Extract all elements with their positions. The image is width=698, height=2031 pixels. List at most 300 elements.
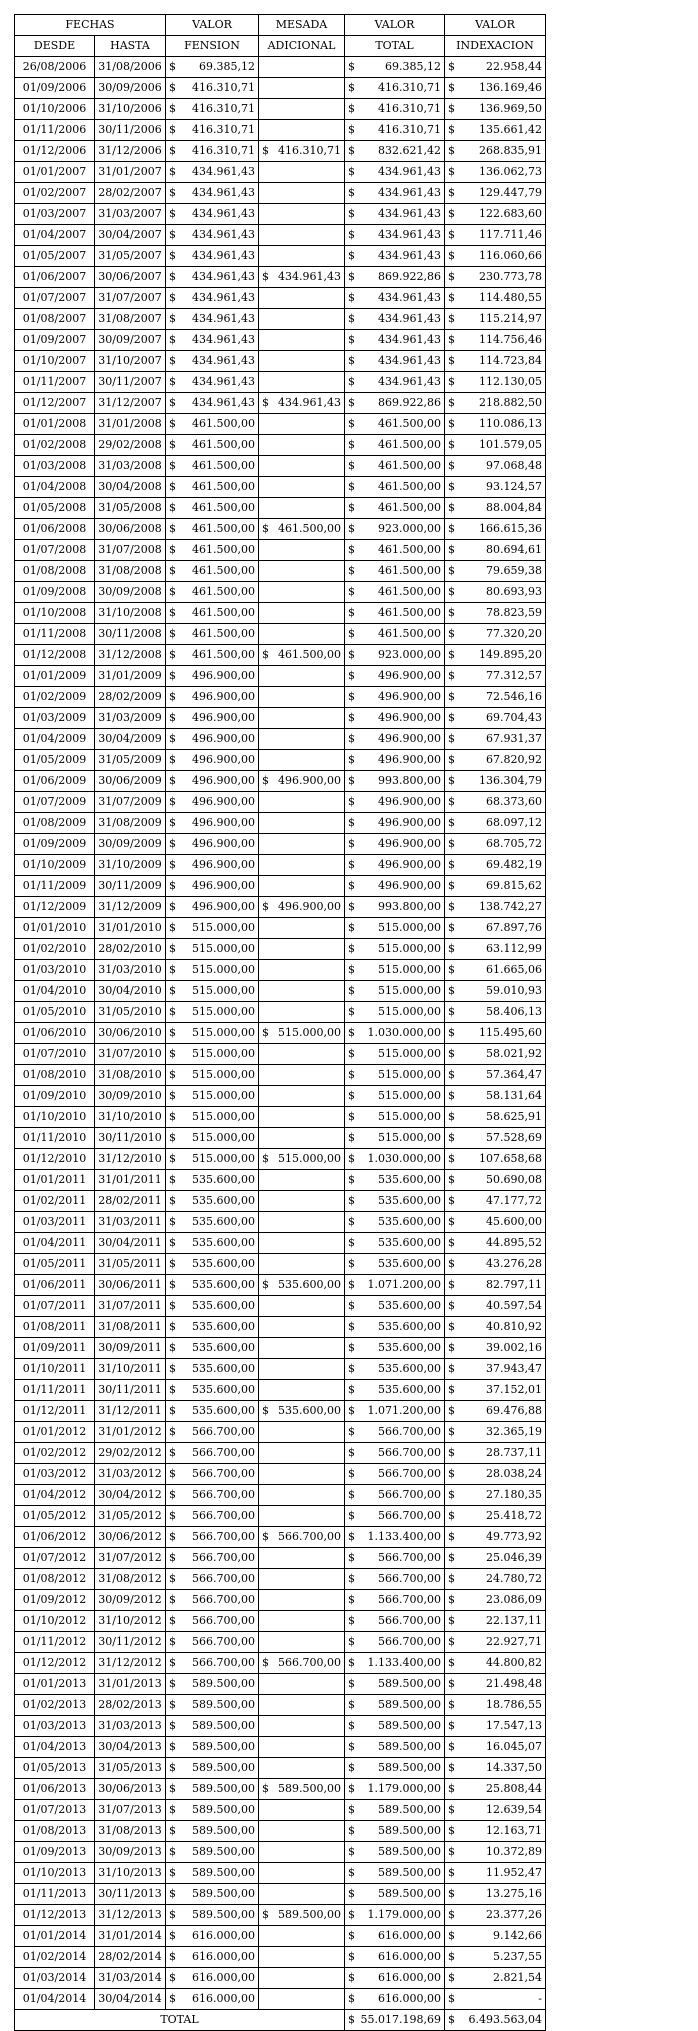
table-row (15, 1359, 546, 1380)
cell-adicional (259, 582, 345, 603)
cell-hasta: 30/04/2007 (95, 225, 166, 246)
cell-hasta: 30/04/2011 (95, 1233, 166, 1254)
cell-fension: 434.961,43 (179, 330, 259, 351)
cell-hasta: 31/03/2010 (95, 960, 166, 981)
cell-hasta: 31/07/2011 (95, 1296, 166, 1317)
cell-valor-total: 515.000,00 (358, 1128, 445, 1149)
adicional-amount: 535.600,00 (278, 1404, 341, 1417)
cell-desde: 01/02/2009 (15, 687, 95, 708)
table-row (15, 1674, 546, 1695)
currency-sign: $ (345, 1947, 358, 1968)
cell-hasta: 30/11/2009 (95, 876, 166, 897)
cell-valor-total: 461.500,00 (358, 456, 445, 477)
cell-hasta: 28/02/2014 (95, 1947, 166, 1968)
currency-sign: $ (262, 1530, 269, 1543)
currency-sign: $ (345, 1107, 358, 1128)
table-row (15, 414, 546, 435)
table-row (15, 1191, 546, 1212)
cell-adicional (259, 1905, 345, 1926)
currency-sign: $ (166, 1401, 179, 1422)
table-row (15, 1779, 546, 1800)
cell-valor-total: 566.700,00 (358, 1485, 445, 1506)
cell-valor-total: 566.700,00 (358, 1443, 445, 1464)
cell-valor-total: 832.621,42 (358, 141, 445, 162)
cell-hasta: 31/10/2013 (95, 1863, 166, 1884)
currency-sign: $ (444, 498, 457, 519)
currency-sign: $ (166, 1863, 179, 1884)
cell-fension: 515.000,00 (179, 1044, 259, 1065)
cell-adicional (259, 834, 345, 855)
cell-hasta: 31/07/2010 (95, 1044, 166, 1065)
cell-hasta: 30/09/2009 (95, 834, 166, 855)
cell-hasta: 31/08/2008 (95, 561, 166, 582)
cell-desde: 01/12/2006 (15, 141, 95, 162)
cell-indexacion: 58.131,64 (457, 1086, 545, 1107)
cell-desde: 01/02/2013 (15, 1695, 95, 1716)
currency-sign: $ (345, 876, 358, 897)
currency-sign: $ (444, 351, 457, 372)
cell-valor-total: 535.600,00 (358, 1212, 445, 1233)
cell-fension: 589.500,00 (179, 1737, 259, 1758)
currency-sign: $ (166, 330, 179, 351)
table-row (15, 981, 546, 1002)
table-row (15, 1275, 546, 1296)
currency-sign: $ (166, 981, 179, 1002)
cell-indexacion: 22.927,71 (457, 1632, 545, 1653)
cell-valor-total: 1.179.000,00 (358, 1905, 445, 1926)
table-row (15, 498, 546, 519)
cell-valor-total: 1.133.400,00 (358, 1527, 445, 1548)
cell-indexacion: 82.797,11 (457, 1275, 545, 1296)
currency-sign: $ (166, 813, 179, 834)
cell-valor-total: 923.000,00 (358, 519, 445, 540)
currency-sign: $ (444, 246, 457, 267)
table-row (15, 1842, 546, 1863)
currency-sign: $ (345, 1695, 358, 1716)
currency-sign: $ (444, 1695, 457, 1716)
currency-sign: $ (166, 99, 179, 120)
table-row (15, 435, 546, 456)
currency-sign: $ (444, 582, 457, 603)
cell-fension: 535.600,00 (179, 1275, 259, 1296)
currency-sign: $ (345, 1191, 358, 1212)
currency-sign: $ (166, 1905, 179, 1926)
cell-valor-total: 496.900,00 (358, 834, 445, 855)
cell-adicional (259, 1548, 345, 1569)
cell-indexacion: 11.952,47 (457, 1863, 545, 1884)
cell-indexacion: 28.737,11 (457, 1443, 545, 1464)
table-row (15, 1107, 546, 1128)
liquidation-table (14, 14, 546, 2031)
table-row (15, 918, 546, 939)
cell-fension: 566.700,00 (179, 1632, 259, 1653)
cell-fension: 434.961,43 (179, 309, 259, 330)
cell-fension: 515.000,00 (179, 1149, 259, 1170)
cell-hasta: 31/05/2013 (95, 1758, 166, 1779)
cell-hasta: 31/03/2014 (95, 1968, 166, 1989)
cell-fension: 515.000,00 (179, 960, 259, 981)
cell-indexacion: 112.130,05 (457, 372, 545, 393)
currency-sign: $ (444, 792, 457, 813)
cell-desde: 01/10/2012 (15, 1611, 95, 1632)
currency-sign: $ (444, 624, 457, 645)
currency-sign: $ (166, 1989, 179, 2010)
currency-sign: $ (444, 1149, 457, 1170)
currency-sign: $ (444, 1884, 457, 1905)
table-row (15, 1569, 546, 1590)
cell-valor-total: 434.961,43 (358, 225, 445, 246)
table-row (15, 120, 546, 141)
currency-sign: $ (345, 204, 358, 225)
table-row (15, 960, 546, 981)
cell-hasta: 30/11/2012 (95, 1632, 166, 1653)
table-row (15, 1737, 546, 1758)
currency-sign: $ (166, 183, 179, 204)
cell-hasta: 29/02/2008 (95, 435, 166, 456)
cell-adicional (259, 960, 345, 981)
currency-sign: $ (166, 1149, 179, 1170)
total-row (15, 2010, 546, 2031)
cell-adicional (259, 1002, 345, 1023)
currency-sign: $ (444, 1611, 457, 1632)
currency-sign: $ (345, 1758, 358, 1779)
cell-hasta: 30/09/2008 (95, 582, 166, 603)
cell-valor-total: 69.385,12 (358, 57, 445, 78)
currency-sign: $ (444, 519, 457, 540)
cell-desde: 01/11/2008 (15, 624, 95, 645)
cell-adicional (259, 1779, 345, 1800)
currency-sign: $ (444, 813, 457, 834)
cell-adicional (259, 351, 345, 372)
table-row (15, 666, 546, 687)
currency-sign: $ (444, 1107, 457, 1128)
cell-fension: 616.000,00 (179, 1926, 259, 1947)
cell-desde: 01/12/2009 (15, 897, 95, 918)
currency-sign: $ (345, 792, 358, 813)
cell-valor-total: 589.500,00 (358, 1800, 445, 1821)
table-row (15, 1611, 546, 1632)
cell-fension: 461.500,00 (179, 414, 259, 435)
currency-sign: $ (345, 1401, 358, 1422)
currency-sign: $ (444, 1527, 457, 1548)
cell-hasta: 31/05/2007 (95, 246, 166, 267)
cell-desde: 01/03/2009 (15, 708, 95, 729)
currency-sign: $ (262, 1656, 269, 1669)
cell-hasta: 30/04/2013 (95, 1737, 166, 1758)
cell-hasta: 31/05/2009 (95, 750, 166, 771)
cell-desde: 26/08/2006 (15, 57, 95, 78)
cell-hasta: 31/05/2011 (95, 1254, 166, 1275)
cell-valor-total: 535.600,00 (358, 1317, 445, 1338)
currency-sign: $ (444, 57, 457, 78)
currency-sign: $ (444, 1989, 457, 2010)
cell-desde: 01/02/2011 (15, 1191, 95, 1212)
cell-desde: 01/01/2010 (15, 918, 95, 939)
cell-indexacion: 16.045,07 (457, 1737, 545, 1758)
cell-adicional (259, 876, 345, 897)
currency-sign: $ (444, 1674, 457, 1695)
currency-sign: $ (444, 1212, 457, 1233)
cell-indexacion: 149.895,20 (457, 645, 545, 666)
currency-sign: $ (444, 1926, 457, 1947)
cell-valor-total: 496.900,00 (358, 687, 445, 708)
currency-sign: $ (166, 1821, 179, 1842)
table-row (15, 1653, 546, 1674)
cell-indexacion: 58.021,92 (457, 1044, 545, 1065)
cell-adicional (259, 729, 345, 750)
cell-adicional (259, 1485, 345, 1506)
cell-indexacion: 77.320,20 (457, 624, 545, 645)
cell-desde: 01/01/2012 (15, 1422, 95, 1443)
cell-fension: 496.900,00 (179, 855, 259, 876)
currency-sign: $ (444, 372, 457, 393)
cell-hasta: 31/03/2012 (95, 1464, 166, 1485)
currency-sign: $ (444, 876, 457, 897)
cell-valor-total: 589.500,00 (358, 1863, 445, 1884)
table-row (15, 477, 546, 498)
total-valor: 55.017.198,69 (358, 2010, 445, 2031)
header-fechas: FECHAS (15, 15, 166, 36)
currency-sign: $ (345, 1527, 358, 1548)
cell-fension: 434.961,43 (179, 393, 259, 414)
header-adicional: ADICIONAL (259, 36, 345, 57)
currency-sign: $ (166, 1758, 179, 1779)
currency-sign: $ (444, 603, 457, 624)
currency-sign: $ (345, 1905, 358, 1926)
table-row (15, 645, 546, 666)
cell-valor-total: 434.961,43 (358, 162, 445, 183)
cell-fension: 461.500,00 (179, 582, 259, 603)
currency-sign: $ (444, 309, 457, 330)
cell-hasta: 30/04/2010 (95, 981, 166, 1002)
cell-adicional (259, 309, 345, 330)
cell-valor-total: 496.900,00 (358, 708, 445, 729)
cell-indexacion: 9.142,66 (457, 1926, 545, 1947)
table-row (15, 834, 546, 855)
currency-sign: $ (166, 519, 179, 540)
currency-sign: $ (262, 900, 269, 913)
currency-sign: $ (444, 183, 457, 204)
cell-adicional (259, 666, 345, 687)
currency-sign: $ (345, 1170, 358, 1191)
cell-desde: 01/08/2013 (15, 1821, 95, 1842)
currency-sign: $ (345, 519, 358, 540)
cell-hasta: 31/01/2008 (95, 414, 166, 435)
currency-sign: $ (166, 1884, 179, 1905)
cell-desde: 01/09/2013 (15, 1842, 95, 1863)
cell-adicional (259, 330, 345, 351)
currency-sign: $ (444, 1968, 457, 1989)
table-row (15, 813, 546, 834)
cell-valor-total: 616.000,00 (358, 1947, 445, 1968)
cell-adicional (259, 1821, 345, 1842)
cell-indexacion: 136.062,73 (457, 162, 545, 183)
cell-hasta: 31/01/2010 (95, 918, 166, 939)
currency-sign: $ (345, 939, 358, 960)
table-row (15, 771, 546, 792)
currency-sign: $ (166, 687, 179, 708)
table-row (15, 1947, 546, 1968)
currency-sign: $ (166, 288, 179, 309)
cell-hasta: 30/06/2007 (95, 267, 166, 288)
currency-sign: $ (166, 57, 179, 78)
cell-indexacion: 68.097,12 (457, 813, 545, 834)
currency-sign: $ (166, 456, 179, 477)
cell-fension: 535.600,00 (179, 1317, 259, 1338)
currency-sign: $ (345, 414, 358, 435)
cell-desde: 01/06/2012 (15, 1527, 95, 1548)
currency-sign: $ (166, 666, 179, 687)
table-row (15, 687, 546, 708)
table-row (15, 1023, 546, 1044)
table-row (15, 897, 546, 918)
cell-valor-total: 869.922,86 (358, 267, 445, 288)
currency-sign: $ (166, 1044, 179, 1065)
cell-valor-total: 515.000,00 (358, 1107, 445, 1128)
currency-sign: $ (444, 1506, 457, 1527)
cell-hasta: 31/08/2007 (95, 309, 166, 330)
currency-sign: $ (166, 729, 179, 750)
cell-adicional (259, 1842, 345, 1863)
cell-adicional (259, 1737, 345, 1758)
table-row (15, 1989, 546, 2010)
currency-sign: $ (345, 1317, 358, 1338)
table-row (15, 1422, 546, 1443)
cell-fension: 461.500,00 (179, 477, 259, 498)
cell-fension: 535.600,00 (179, 1191, 259, 1212)
cell-adicional (259, 414, 345, 435)
cell-indexacion: 122.683,60 (457, 204, 545, 225)
cell-hasta: 31/12/2009 (95, 897, 166, 918)
table-row (15, 162, 546, 183)
table-row (15, 1212, 546, 1233)
cell-indexacion: 115.495,60 (457, 1023, 545, 1044)
cell-fension: 566.700,00 (179, 1485, 259, 1506)
header-hasta: HASTA (95, 36, 166, 57)
cell-desde: 01/11/2010 (15, 1128, 95, 1149)
currency-sign: $ (444, 1800, 457, 1821)
table-row (15, 267, 546, 288)
cell-fension: 589.500,00 (179, 1821, 259, 1842)
cell-desde: 01/05/2007 (15, 246, 95, 267)
cell-indexacion: 27.180,35 (457, 1485, 545, 1506)
currency-sign: $ (262, 144, 269, 157)
cell-hasta: 30/06/2010 (95, 1023, 166, 1044)
cell-indexacion: 114.480,55 (457, 288, 545, 309)
currency-sign: $ (166, 1674, 179, 1695)
currency-sign: $ (166, 225, 179, 246)
cell-fension: 496.900,00 (179, 813, 259, 834)
adicional-amount: 496.900,00 (278, 900, 341, 913)
table-row (15, 1170, 546, 1191)
currency-sign: $ (444, 939, 457, 960)
cell-hasta: 31/03/2009 (95, 708, 166, 729)
cell-adicional (259, 1380, 345, 1401)
cell-indexacion: 58.406,13 (457, 1002, 545, 1023)
cell-desde: 01/04/2007 (15, 225, 95, 246)
cell-adicional (259, 1086, 345, 1107)
currency-sign: $ (444, 1653, 457, 1674)
currency-sign: $ (166, 561, 179, 582)
cell-hasta: 28/02/2013 (95, 1695, 166, 1716)
cell-indexacion: 80.693,93 (457, 582, 545, 603)
cell-valor-total: 496.900,00 (358, 792, 445, 813)
cell-adicional (259, 708, 345, 729)
table-row (15, 1485, 546, 1506)
cell-fension: 535.600,00 (179, 1380, 259, 1401)
cell-adicional (259, 1107, 345, 1128)
cell-fension: 589.500,00 (179, 1905, 259, 1926)
cell-hasta: 30/11/2013 (95, 1884, 166, 1905)
currency-sign: $ (166, 1506, 179, 1527)
cell-indexacion: 12.639,54 (457, 1800, 545, 1821)
cell-valor-total: 589.500,00 (358, 1737, 445, 1758)
cell-desde: 01/09/2007 (15, 330, 95, 351)
cell-desde: 01/04/2011 (15, 1233, 95, 1254)
table-row (15, 1338, 546, 1359)
cell-indexacion: 107.658,68 (457, 1149, 545, 1170)
cell-valor-total: 496.900,00 (358, 666, 445, 687)
cell-desde: 01/12/2013 (15, 1905, 95, 1926)
cell-fension: 461.500,00 (179, 624, 259, 645)
cell-adicional (259, 750, 345, 771)
currency-sign: $ (345, 435, 358, 456)
cell-desde: 01/04/2014 (15, 1989, 95, 2010)
cell-indexacion: 78.823,59 (457, 603, 545, 624)
cell-desde: 01/05/2011 (15, 1254, 95, 1275)
cell-valor-total: 566.700,00 (358, 1548, 445, 1569)
currency-sign: $ (262, 774, 269, 787)
cell-desde: 01/02/2010 (15, 939, 95, 960)
cell-hasta: 30/09/2012 (95, 1590, 166, 1611)
cell-fension: 589.500,00 (179, 1842, 259, 1863)
cell-adicional (259, 1716, 345, 1737)
cell-desde: 01/11/2011 (15, 1380, 95, 1401)
cell-fension: 589.500,00 (179, 1800, 259, 1821)
cell-desde: 01/03/2010 (15, 960, 95, 981)
cell-adicional (259, 1023, 345, 1044)
table-row (15, 1401, 546, 1422)
cell-desde: 01/03/2012 (15, 1464, 95, 1485)
cell-valor-total: 535.600,00 (358, 1191, 445, 1212)
currency-sign: $ (262, 1152, 269, 1165)
cell-indexacion: 13.275,16 (457, 1884, 545, 1905)
table-row (15, 288, 546, 309)
cell-desde: 01/06/2013 (15, 1779, 95, 1800)
cell-desde: 01/11/2006 (15, 120, 95, 141)
currency-sign: $ (166, 1023, 179, 1044)
cell-hasta: 30/04/2008 (95, 477, 166, 498)
cell-indexacion: 63.112,99 (457, 939, 545, 960)
cell-adicional (259, 561, 345, 582)
currency-sign: $ (345, 666, 358, 687)
cell-valor-total: 416.310,71 (358, 78, 445, 99)
table-row (15, 1632, 546, 1653)
cell-adicional (259, 1044, 345, 1065)
currency-sign: $ (262, 396, 269, 409)
table-row (15, 1758, 546, 1779)
cell-desde: 01/10/2009 (15, 855, 95, 876)
cell-indexacion: 40.597,54 (457, 1296, 545, 1317)
currency-sign: $ (166, 624, 179, 645)
cell-fension: 515.000,00 (179, 1002, 259, 1023)
currency-sign: $ (345, 1674, 358, 1695)
cell-fension: 589.500,00 (179, 1695, 259, 1716)
currency-sign: $ (345, 1422, 358, 1443)
table-row (15, 57, 546, 78)
cell-adicional (259, 225, 345, 246)
cell-desde: 01/01/2008 (15, 414, 95, 435)
